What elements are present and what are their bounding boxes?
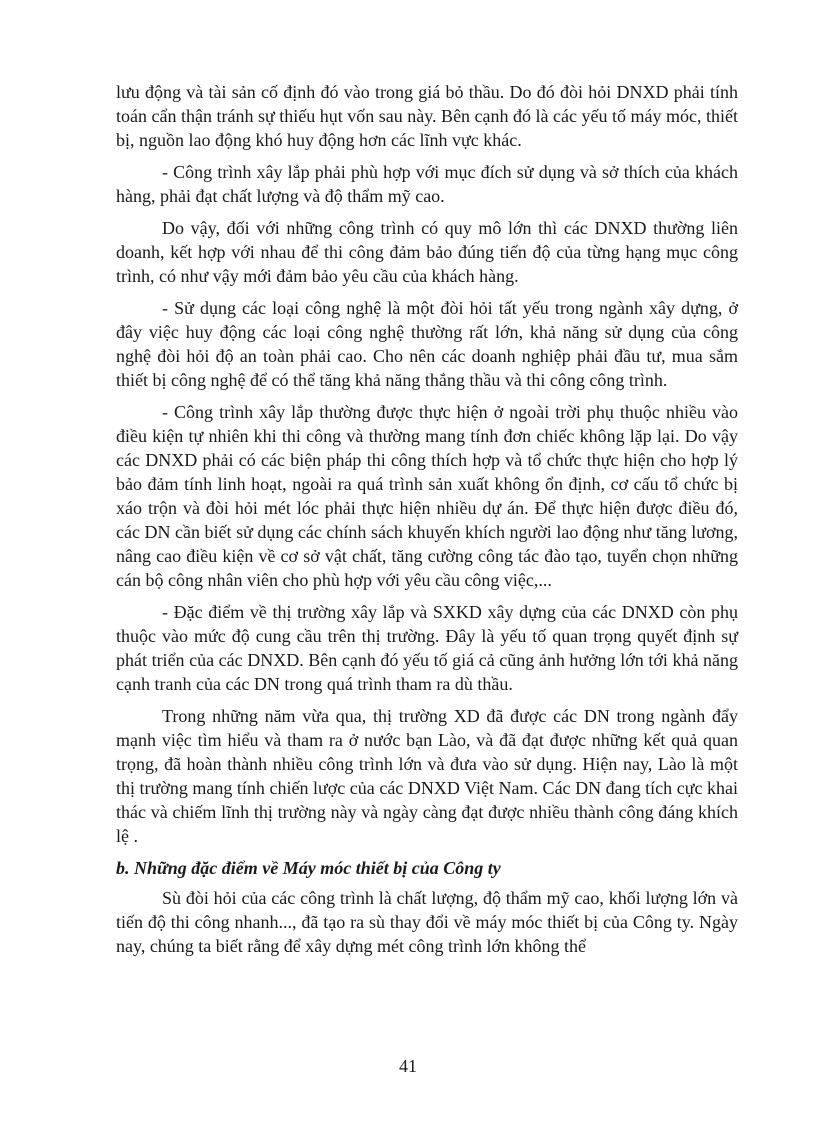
paragraph-machinery: Sù đòi hỏi của các công trình là chất lượng, độ thẩm mỹ cao, khối lượng lớn và tiến độ thi công nhanh..., đã tạo ra sù thay đổi về máy móc thiết bị của Công ty. Ngày nay, chúng ta biết rằng để xây dựng mét công trình lớn không thể bbox=[116, 888, 738, 956]
paragraph-customer-requirements: - Công trình xây lắp phải phù hợp với mục đích sử dụng và sở thích của khách hàng, phải đạt chất lượng và độ thẩm mỹ cao. bbox=[116, 162, 738, 206]
page-number: 41 bbox=[399, 1056, 417, 1076]
paragraph-capital-continuation: lưu động và tài sản cố định đó vào trong giá bỏ thầu. Do đó đòi hỏi DNXD phải tính toán cẩn thận tránh sự thiếu hụt vốn sau này. Bên cạnh đó là các yếu tố máy móc, thiết bị, nguồn lao động khó huy động hơn các lĩnh vực khác. bbox=[116, 82, 738, 150]
document-body bbox=[116, 80, 738, 966]
paragraph-market-characteristics: - Đặc điểm về thị trường xây lắp và SXKD xây dựng của các DNXD còn phụ thuộc vào mức độ cung cầu trên thị trường. Đây là yếu tố quan trọng quyết định sự phát triển của các DNXD. Bên cạnh đó yếu tố giá cả cũng ảnh hưởng lớn tới khả năng cạnh tranh của các DN trong quá trình tham ra dù thầu. bbox=[116, 602, 738, 694]
paragraph-laos-market: Trong những năm vừa qua, thị trường XD đã được các DN trong ngành đẩy mạnh việc tìm hiểu và tham ra ở nước bạn Lào, và đã đạt được những kết quả quan trọng, đã hoàn thành nhiều công trình lớn và đưa vào sử dụng. Hiện nay, Lào là một thị trường mang tính chiến lược của các DNXD Việt Nam. Các DN đang tích cực khai thác và chiếm lĩnh thị trường này và ngày càng đạt được nhiều thành công đáng khích lệ . bbox=[116, 706, 738, 846]
paragraph-technology: - Sử dụng các loại công nghệ là một đòi hỏi tất yếu trong ngành xây dựng, ở đây việc huy động các loại công nghệ thường rất lớn, khả năng sử dụng của công nghệ đòi hỏi độ an toàn phải cao. Cho nên các doanh nghiệp phải đầu tư, mua sắm thiết bị công nghệ để có thể tăng khả năng thắng thầu và thi công công trình. bbox=[116, 298, 738, 390]
section-heading: b. Những đặc điểm về Máy móc thiết bị của Công ty bbox=[116, 858, 501, 878]
paragraph-joint-venture: Do vậy, đối với những công trình có quy mô lớn thì các DNXD thường liên doanh, kết hợp với nhau để thi công đảm bảo đúng tiến độ của từng hạng mục công trình, có như vậy mới đảm bảo yêu cầu của khách hàng. bbox=[116, 218, 738, 286]
paragraph-outdoor-construction: - Công trình xây lắp thường được thực hiện ở ngoài trời phụ thuộc nhiều vào điều kiện tự nhiên khi thi công và thường mang tính đơn chiếc không lặp lại. Do vậy các DNXD phải có các biện pháp thi công thích hợp và tổ chức thực hiện cho hợp lý bảo đảm tính linh hoạt, ngoài ra quá trình sản xuất không ổn định, cơ cấu tổ chức bị xáo trộn và đòi hỏi mét lóc phải thực hiện nhiều dự án. Để thực hiện được điều đó, các DN cần biết sử dụng các chính sách khuyến khích người lao động như tăng lương, nâng cao điều kiện về cơ sở vật chất, tăng cường công tác đào tạo, tuyển chọn những cán bộ công nhân viên cho phù hợp với yêu cầu công việc,... bbox=[116, 402, 738, 590]
